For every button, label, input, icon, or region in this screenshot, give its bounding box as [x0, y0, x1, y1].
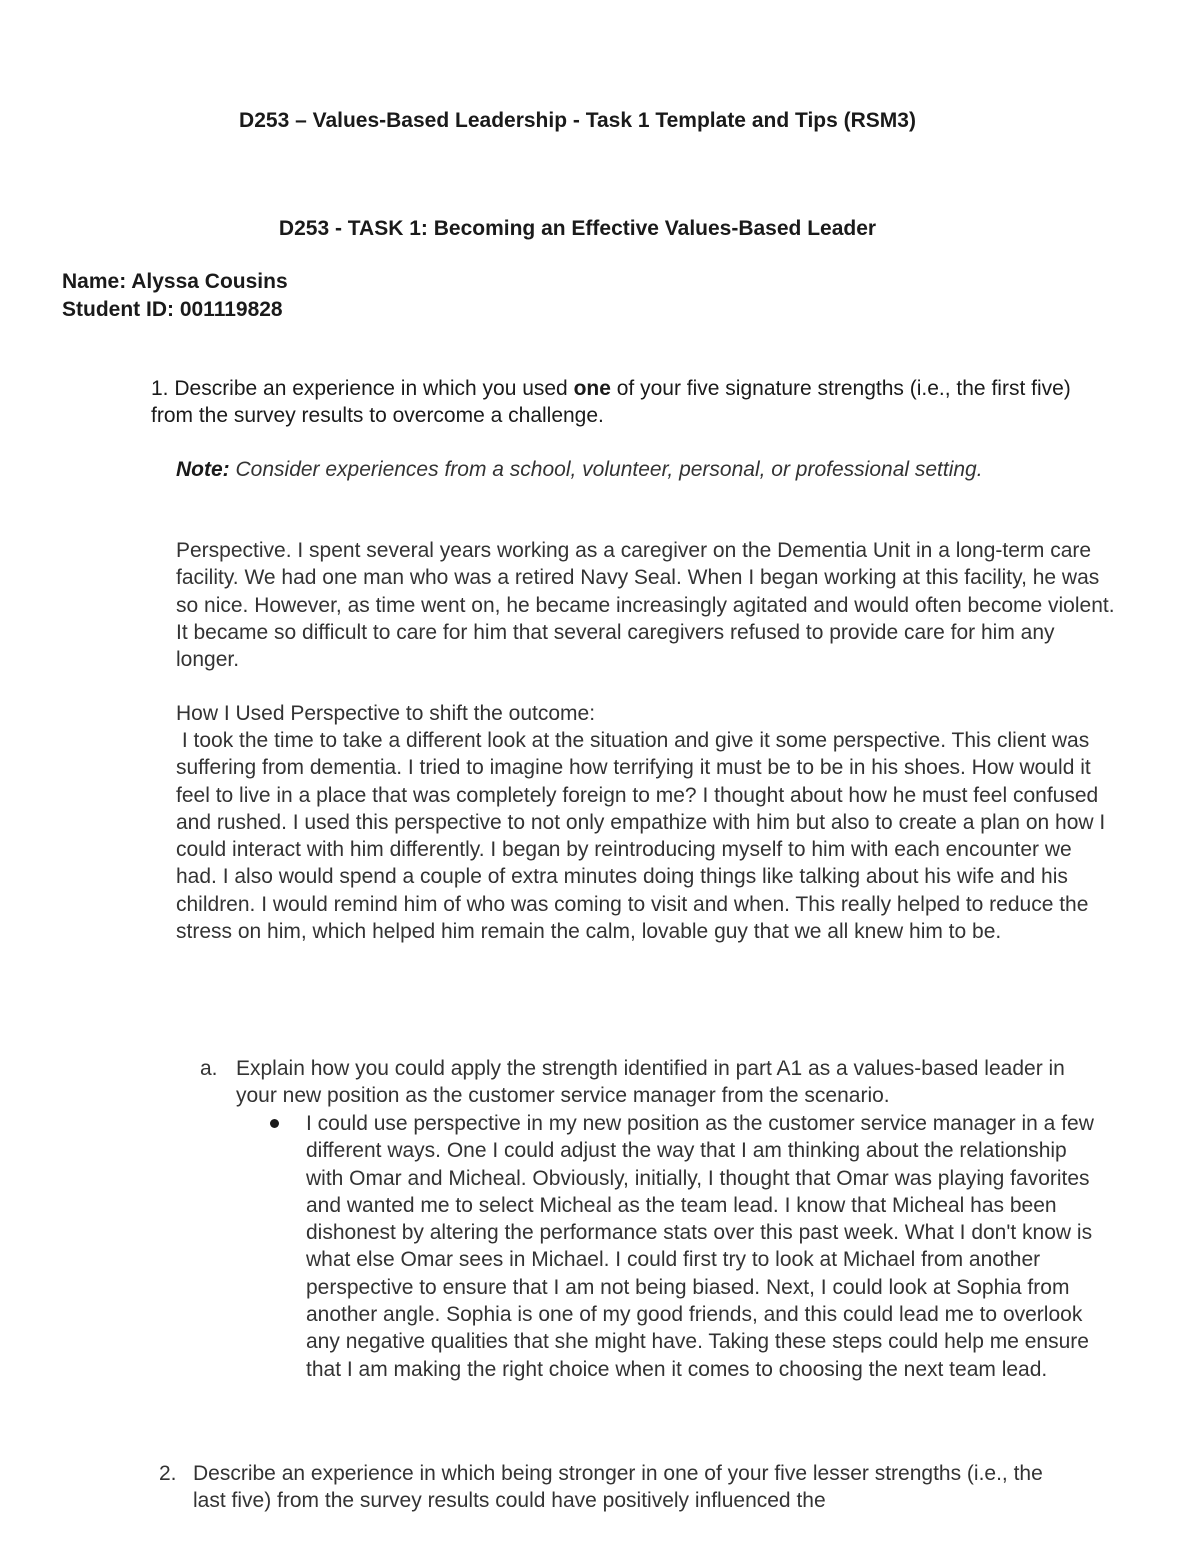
- note-label: Note:: [176, 458, 230, 481]
- answer-2-heading: How I Used Perspective to shift the outcome:: [176, 702, 596, 725]
- question-2-text: Describe an experience in which being stronger in one of your five lesser strengths (i.e., the last five) from the survey results could have positively influenced the: [193, 1462, 1043, 1513]
- sub-question-a: [200, 1055, 1100, 1110]
- answer-1-paragraph: Perspective. I spent several years working as a caregiver on the Dementia Unit in a long-term care facility. We had one man who was a retired Navy Seal. When I began working at this facility, he was so nice. However, as time went on, he became increasingly agitated and would often become violent. It became so difficult to care for him that several caregivers refused to provide care for him any longer.: [176, 539, 1115, 672]
- sub-question-a-marker: a.: [200, 1057, 218, 1080]
- student-id: Student ID: 001119828: [62, 298, 283, 321]
- note-text: Consider experiences from a school, volunteer, personal, or professional setting.: [229, 458, 983, 481]
- bullet-answer-text: I could use perspective in my new position as the customer service manager in a few different ways. One I could adjust the way that I am thinking about the relationship with Omar and Micheal. Obviously, initially, I thought that Omar was playing favorites and wanted me to select Micheal as the team lead. I know that Micheal has been dishonest by altering the performance stats over this past week. What I don't know is what else Omar sees in Michael. I could first try to look at Michael from another perspective to ensure that I am not being biased. Next, I could look at Sophia from another angle. Sophia is one of my good friends, and this could lead me to overlook any negative qualities that she might have. Taking these steps could help me ensure that I am making the right choice when it comes to choosing the next team lead.: [306, 1112, 1094, 1381]
- question-1-note: [176, 456, 1136, 483]
- task-title: D253 - TASK 1: Becoming an Effective Values-Based Leader: [278, 217, 877, 240]
- question-2: [159, 1460, 1059, 1515]
- answer-2-paragraph: I took the time to take a different look at the situation and give it some perspective. This client was suffering from dementia. I tried to imagine how terrifying it must be to be in his shoes. How would it feel to live in a place that was completely foreign to me? I thought about how he must feel confused and rushed. I used this perspective to not only empathize with him but also to create a plan on how I could interact with him differently. I began by reintroducing myself to him with each encounter we had. I also would spend a couple of extra minutes doing things like talking about his wife and his children. I would remind him of who was coming to visit and when. This really helped to reduce the stress on him, which helped him remain the calm, lovable guy that we all knew him to be.: [176, 729, 1112, 944]
- bullet-icon: [270, 1119, 279, 1128]
- question-1: [151, 375, 1111, 430]
- sub-question-a-text: Explain how you could apply the strength identified in part A1 as a values-based leader in your new position as the customer service manager from the scenario.: [236, 1057, 1065, 1108]
- question-1-prefix: 1. Describe an experience in which you used: [151, 377, 574, 400]
- question-1-suffix: of your five signature strengths (i.e., the first five) from the survey results to overcome a challenge.: [151, 377, 1071, 428]
- student-name: Name: Alyssa Cousins: [62, 270, 288, 293]
- question-2-marker: 2.: [159, 1462, 177, 1485]
- question-1-bold-word: one: [573, 377, 611, 400]
- bullet-answer: [268, 1110, 1098, 1383]
- document-title: D253 – Values-Based Leadership - Task 1 Template and Tips (RSM3): [239, 109, 916, 132]
